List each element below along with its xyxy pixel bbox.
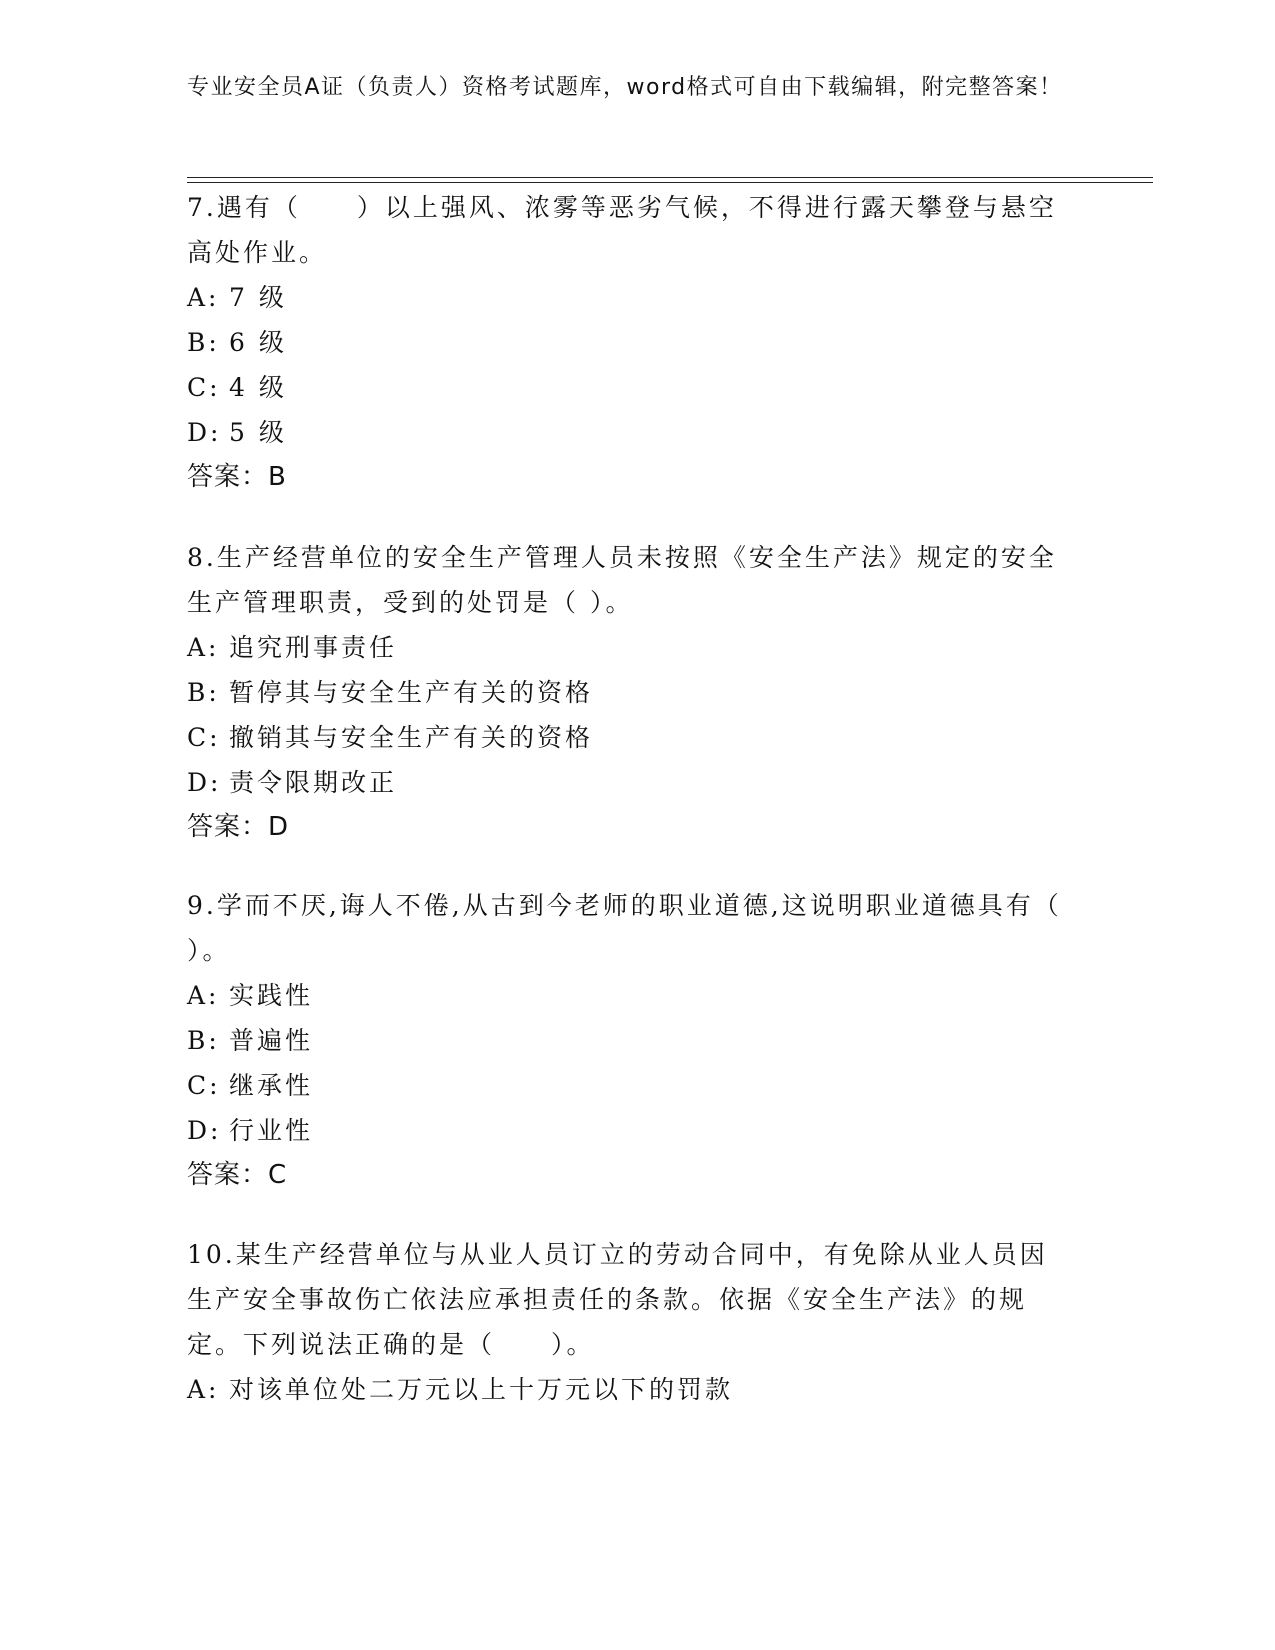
option-b	[187, 670, 1067, 715]
option-text: 责令限期改正	[229, 768, 398, 797]
question-8	[187, 535, 1067, 850]
option-text: 对该单位处二万元以上十万元以下的罚款	[229, 1375, 734, 1404]
option-key: B:	[187, 328, 220, 357]
question-7	[187, 185, 1067, 500]
option-key: A:	[187, 1375, 220, 1404]
option-a	[187, 973, 1067, 1018]
option-c	[187, 365, 1067, 410]
answer: 答案：B	[187, 462, 287, 492]
option-text: 7 级	[229, 283, 287, 312]
question-stem: 7.遇有（ ）以上强风、浓雾等恶劣气候，不得进行露天攀登与悬空高处作业。	[187, 193, 1057, 267]
option-text: 暂停其与安全生产有关的资格	[229, 678, 594, 707]
option-key: A:	[187, 633, 220, 662]
option-text: 行业性	[229, 1116, 314, 1145]
option-a	[187, 625, 1067, 670]
option-text: 6 级	[229, 328, 287, 357]
question-10	[187, 1232, 1067, 1412]
option-key: D:	[187, 418, 222, 447]
option-key: C:	[187, 373, 221, 402]
question-stem: 10.某生产经营单位与从业人员订立的劳动合同中，有免除从业人员因生产安全事故伤亡依法应承担责任的条款。依据《安全生产法》的规定。下列说法正确的是（ ）。	[187, 1240, 1048, 1359]
option-b	[187, 320, 1067, 365]
header-divider-top	[187, 177, 1153, 178]
option-key: C:	[187, 723, 221, 752]
question-9	[187, 883, 1067, 1198]
option-text: 追究刑事责任	[229, 633, 398, 662]
option-key: C:	[187, 1071, 221, 1100]
option-key: D:	[187, 1116, 222, 1145]
document-header: 专业安全员A证（负责人）资格考试题库，word格式可自由下载编辑，附完整答案！	[187, 75, 1063, 100]
option-text: 实践性	[229, 981, 314, 1010]
option-d	[187, 1108, 1067, 1153]
option-c	[187, 1063, 1067, 1108]
option-d	[187, 410, 1067, 455]
option-a	[187, 1367, 1067, 1412]
option-b	[187, 1018, 1067, 1063]
option-key: B:	[187, 678, 220, 707]
option-text: 继承性	[229, 1071, 314, 1100]
answer: 答案：C	[187, 1160, 288, 1190]
option-c	[187, 715, 1067, 760]
option-text: 撤销其与安全生产有关的资格	[229, 723, 594, 752]
header-divider-bottom	[187, 182, 1153, 183]
option-key: B:	[187, 1026, 220, 1055]
answer: 答案：D	[187, 812, 290, 842]
option-key: D:	[187, 768, 222, 797]
question-stem: 9.学而不厌,诲人不倦,从古到今老师的职业道德,这说明职业道德具有（ ）。	[187, 891, 1062, 965]
question-stem: 8.生产经营单位的安全生产管理人员未按照《安全生产法》规定的安全生产管理职责，受到的处罚是（ ）。	[187, 543, 1057, 617]
option-key: A:	[187, 981, 220, 1010]
option-d	[187, 760, 1067, 805]
option-text: 普遍性	[229, 1026, 314, 1055]
option-a	[187, 275, 1067, 320]
option-text: 5 级	[229, 418, 287, 447]
option-text: 4 级	[229, 373, 287, 402]
option-key: A:	[187, 283, 220, 312]
